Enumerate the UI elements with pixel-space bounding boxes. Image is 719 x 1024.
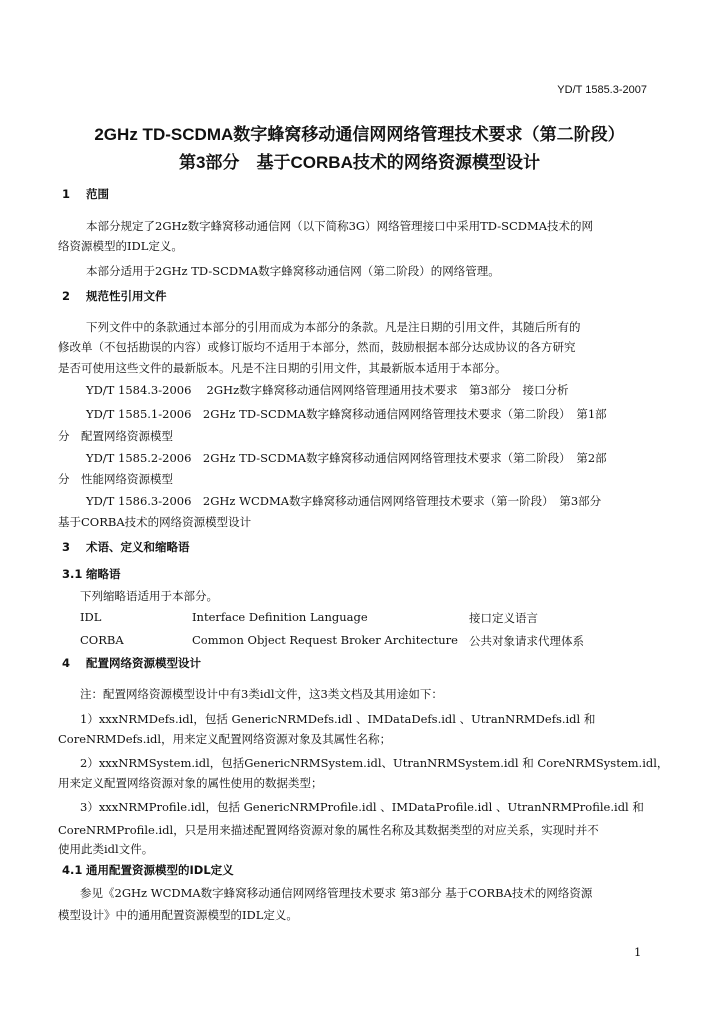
section-2-heading [62, 288, 167, 304]
reference-4-line1: YD/T 1586.3-2006 2GHz WCDMA数字蜂窝移动通信网网络管理技术要求（第一阶段） 第3部分 [86, 494, 602, 508]
page-number: 1 [634, 945, 642, 959]
section-3-heading [62, 539, 190, 555]
section-4-number: 4 [62, 656, 71, 670]
section-4-item1-line2: CoreNRMDefs.idl，用来定义配置网络资源对象及其属性名称； [58, 732, 392, 746]
section-2-p1-line1: 下列文件中的条款通过本部分的引用而成为本部分的条款。凡是注日期的引用文件，其随后所有的 [86, 320, 581, 334]
section-2-number: 2 [62, 289, 71, 303]
reference-3-line1: YD/T 1585.2-2006 2GHz TD-SCDMA数字蜂窝移动通信网网络管理技术要求（第二阶段） 第2部 [86, 451, 607, 465]
section-1-p1-line1: 本部分规定了2GHz数字蜂窝移动通信网（以下简称3G）网络管理接口中采用TD-SCDMA技术的网 [86, 219, 594, 233]
standard-number: YD/T 1585.3-2007 [557, 84, 647, 96]
title-line-1: 2GHz TD-SCDMA数字蜂窝移动通信网网络管理技术要求（第二阶段） [94, 125, 625, 144]
subsection-4-1-p-line2: 模型设计》中的通用配置资源模型的IDL定义。 [58, 908, 298, 922]
section-4-item2-line2: 用来定义配置网络资源对象的属性使用的数据类型； [58, 776, 323, 790]
section-4-item2-line1: 2）xxxNRMSystem.idl，包括GenericNRMSystem.idl、UtranNRMSystem.idl 和 CoreNRMSystem.idl， [80, 756, 669, 770]
section-3-number: 3 [62, 540, 71, 554]
reference-3-line2: 分 性能网络资源模型 [58, 472, 173, 486]
section-1-p1-line2: 络资源模型的IDL定义。 [58, 239, 183, 253]
section-4-item3-line3: 使用此类idl文件。 [58, 842, 154, 856]
section-2-p1-line2: 修改单（不包括勘误的内容）或修订版均不适用于本部分，然而，鼓励根据本部分达成协议的各方研究 [58, 340, 576, 354]
section-2-p1-line3: 是否可使用这些文件的最新版本。凡是不注日期的引用文件，其最新版本适用于本部分。 [58, 361, 507, 375]
subsection-3-1-number: 3.1 [62, 567, 83, 581]
section-1-p2: 本部分适用于2GHz TD-SCDMA数字蜂窝移动通信网（第二阶段）的网络管理。 [86, 264, 500, 278]
reference-2-line2: 分 配置网络资源模型 [58, 429, 173, 443]
abbreviations-intro: 下列缩略语适用于本部分。 [80, 589, 218, 603]
section-4-item3-line2: CoreNRMProfile.idl，只是用来描述配置网络资源对象的属性名称及其数据类型的对应关系，实现时并不 [58, 823, 599, 837]
section-1-title: 范围 [86, 187, 109, 201]
abbreviation-english: Common Object Request Broker Architecture [192, 633, 458, 647]
abbreviation-term: CORBA [80, 633, 124, 647]
section-3-title: 术语、定义和缩略语 [86, 540, 190, 554]
section-4-heading [62, 655, 201, 671]
reference-4-line2: 基于CORBA技术的网络资源模型设计 [58, 515, 252, 529]
reference-1-line1: YD/T 1584.3-2006 2GHz数字蜂窝移动通信网网络管理通用技术要求 第3部分 接口分析 [86, 383, 569, 397]
subsection-3-1-heading [62, 566, 121, 582]
section-4-title: 配置网络资源模型设计 [86, 656, 201, 670]
section-1-heading [62, 186, 109, 202]
subsection-4-1-heading [62, 862, 234, 878]
section-2-title: 规范性引用文件 [86, 289, 167, 303]
subsection-4-1-p-line1: 参见《2GHz WCDMA数字蜂窝移动通信网网络管理技术要求 第3部分 基于CORBA技术的网络资源 [80, 886, 593, 900]
section-1-number: 1 [62, 187, 71, 201]
section-4-item1-line1: 1）xxxNRMDefs.idl，包括 GenericNRMDefs.idl 、IMDataDefs.idl 、UtranNRMDefs.idl 和 [80, 712, 596, 726]
abbreviation-chinese: 接口定义语言 [469, 611, 538, 625]
title-line-2: 第3部分 基于CORBA技术的网络资源模型设计 [178, 153, 541, 172]
subsection-4-1-title: 通用配置资源模型的IDL定义 [86, 863, 234, 877]
abbreviation-english: Interface Definition Language [192, 610, 368, 624]
subsection-3-1-title: 缩略语 [86, 567, 121, 581]
abbreviation-term: IDL [80, 610, 102, 624]
subsection-4-1-number: 4.1 [62, 863, 83, 877]
section-4-note: 注：配置网络资源模型设计中有3类idl文件，这3类文档及其用途如下： [80, 687, 443, 701]
reference-2-line1: YD/T 1585.1-2006 2GHz TD-SCDMA数字蜂窝移动通信网网络管理技术要求（第二阶段） 第1部 [86, 407, 607, 421]
abbreviation-chinese: 公共对象请求代理体系 [469, 634, 584, 648]
section-4-item3-line1: 3）xxxNRMProfile.idl，包括 GenericNRMProfile.idl 、IMDataProfile.idl 、UtranNRMProfile.idl 和 [80, 800, 644, 814]
